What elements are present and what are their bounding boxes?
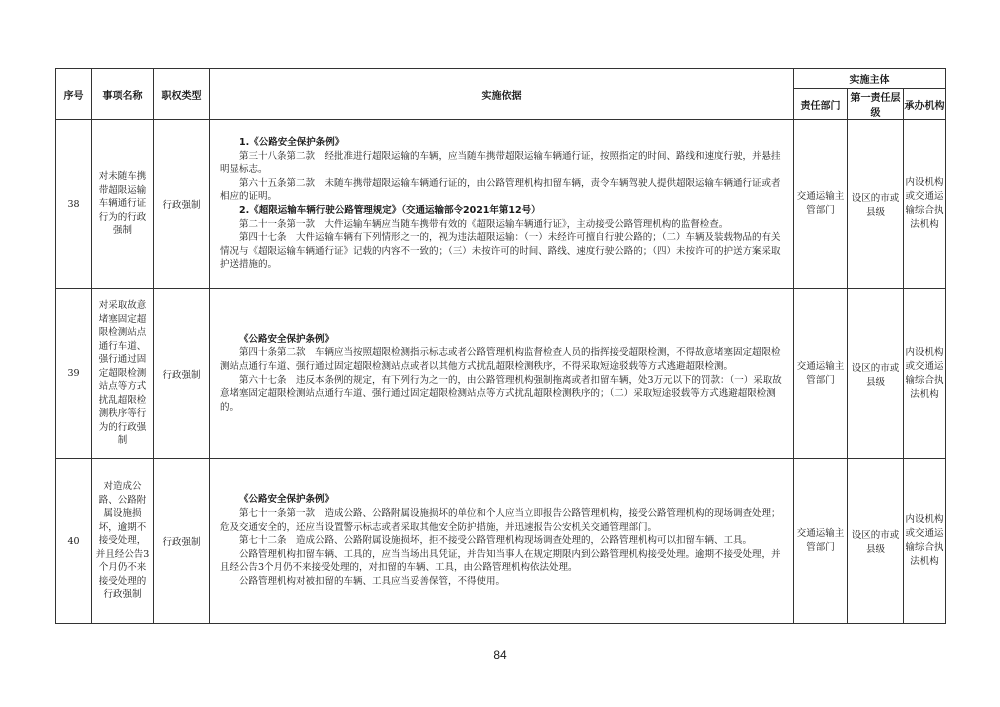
- cell-level: 设区的市或县级: [848, 120, 904, 289]
- basis-paragraph: 公路管理机构扣留车辆、工具的，应当当场出具凭证，并告知当事人在规定期限内到公路管理机构接受处理。逾期不接受处理，并且经公告3个月仍不来接受处理的，对扣留的车辆、工具，由公路管理机构依法处理。: [220, 548, 781, 574]
- cell-seq: 38: [56, 120, 92, 289]
- cell-name: 对造成公路、公路附属设施损坏，逾期不接受处理，并且经公告3个月仍不来接受处理的行政强制: [92, 459, 154, 624]
- basis-paragraph: 第六十五条第二款 未随车携带超限运输车辆通行证的，由公路管理机构扣留车辆，责令车辆驾驶人提供超限运输车辆通行证或者相应的证明。: [220, 177, 781, 203]
- cell-org: 内设机构或交通运输综合执法机构: [904, 120, 946, 289]
- cell-basis: [210, 289, 794, 459]
- basis-paragraph: 第二十一条第一款 大件运输车辆应当随车携带有效的《超限运输车辆通行证》，主动接受公路管理机构的监督检查。: [239, 218, 729, 230]
- cell-dept: 交通运输主管部门: [794, 459, 848, 624]
- basis-paragraph: 第六十七条 违反本条例的规定，有下列行为之一的，由公路管理机构强制拖离或者扣留车辆，处3万元以下的罚款：（一）采取故意堵塞固定超限检测站点通行车道、强行通过固定超限检测站点等方式扰乱超限检测秩序的；（二）采取短途驳载等方式逃避超限检测的。: [220, 374, 782, 413]
- cell-name: 对未随车携带超限运输车辆通行证行为的行政强制: [92, 120, 154, 289]
- header-level: 第一责任层级: [848, 89, 904, 120]
- header-dept: 责任部门: [794, 89, 848, 120]
- cell-basis: [210, 120, 794, 289]
- cell-level: 设区的市或县级: [848, 459, 904, 624]
- enforcement-table: [55, 68, 946, 624]
- cell-level: 设区的市或县级: [848, 289, 904, 459]
- basis-paragraph: 第七十一条第一款 造成公路、公路附属设施损坏的单位和个人应当立即报告公路管理机构，接受公路管理机构的现场调查处理；危及交通安全的，还应当设置警示标志或者采取其他安全防护措施，并迅速报告公安机关交通管理部门。: [220, 508, 781, 533]
- cell-org: 内设机构或交通运输综合执法机构: [904, 459, 946, 624]
- basis-title: 1.《公路安全保护条例》: [239, 137, 345, 149]
- basis-paragraph: 第四十条第二款 车辆应当按照超限检测指示标志或者公路管理机构监督检查人员的指挥接受超限检测，不得故意堵塞固定超限检测站点通行车道、强行通过固定超限检测站点或者以其他方式扰乱超限检测秩序，不得采取短途驳载等方式逃避超限检测。: [220, 347, 781, 372]
- basis-title: 2.《超限运输车辆行驶公路管理规定》（交通运输部令2021年第12号）: [239, 205, 541, 216]
- header-subject: 实施主体: [794, 69, 946, 89]
- cell-dept: 交通运输主管部门: [794, 120, 848, 289]
- basis-paragraph: 第三十八条第二款 经批准进行超限运输的车辆，应当随车携带超限运输车辆通行证，按照指定的时间、路线和速度行驶，并悬挂明显标志。: [220, 150, 781, 176]
- header-seq: 序号: [56, 69, 92, 120]
- table-row: [56, 459, 946, 624]
- cell-seq: 40: [56, 459, 92, 624]
- header-name: 事项名称: [92, 69, 154, 120]
- basis-title: 《公路安全保护条例》: [239, 494, 335, 506]
- basis-title: 《公路安全保护条例》: [239, 333, 335, 345]
- cell-dept: 交通运输主管部门: [794, 289, 848, 459]
- cell-basis: [210, 459, 794, 624]
- cell-type: 行政强制: [154, 120, 210, 289]
- header-row-top: [56, 69, 946, 89]
- cell-name: 对采取故意堵塞固定超限检测站点通行车道、强行通过固定超限检测站点等方式扰乱超限检测秩序等行为的行政强制: [92, 289, 154, 459]
- header-type: 职权类型: [154, 69, 210, 120]
- table-row: [56, 120, 946, 289]
- cell-type: 行政强制: [154, 289, 210, 459]
- header-org: 承办机构: [904, 89, 946, 120]
- cell-type: 行政强制: [154, 459, 210, 624]
- table-row: [56, 289, 946, 459]
- page-number: 84: [493, 648, 507, 662]
- basis-paragraph: 第四十七条 大件运输车辆有下列情形之一的，视为违法超限运输：（一）未经许可擅自行驶公路的；（二）车辆及装载物品的有关情况与《超限运输车辆通行证》记载的内容不一致的；（三）未按许可的时间、路线、速度行驶公路的；（四）未按许可的护送方案采取护送措施的。: [220, 232, 781, 271]
- basis-paragraph: 公路管理机构对被扣留的车辆、工具应当妥善保管，不得使用。: [239, 575, 506, 587]
- header-basis: 实施依据: [210, 69, 794, 120]
- basis-paragraph: 第七十二条 造成公路、公路附属设施损坏，拒不接受公路管理机构现场调查处理的，公路管理机构可以扣留车辆、工具。: [239, 535, 753, 547]
- cell-org: 内设机构或交通运输综合执法机构: [904, 289, 946, 459]
- cell-seq: 39: [56, 289, 92, 459]
